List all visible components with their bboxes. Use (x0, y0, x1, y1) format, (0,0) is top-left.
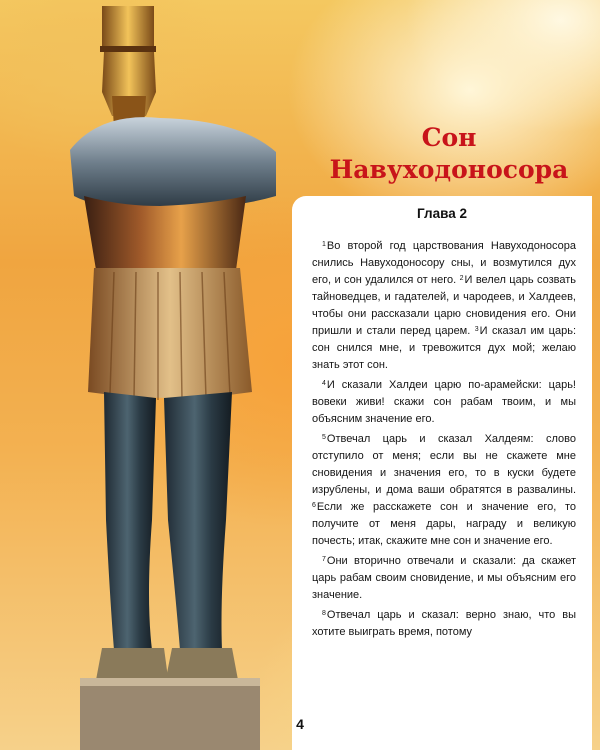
verse-number: 7 (322, 556, 326, 563)
verse-number: 6 (312, 502, 316, 509)
verse-paragraph (312, 553, 576, 604)
verse-number: 4 (322, 380, 326, 387)
verse-paragraph (312, 238, 576, 374)
verse-number: 3 (474, 326, 479, 333)
verse-number: 5 (322, 434, 326, 441)
verse-text: Отвечал царь и сказал: верно знаю, что вы хотите выиграть время, потому (312, 609, 576, 638)
pedestal (80, 678, 260, 750)
verse-text: Если же расскажете сон и значение его, то получите от меня дары, награду и великую почесть; итак, скажите мне сон и значение его. (312, 501, 576, 547)
verse-text: И сказали Халдеи царю по-арамейски: царь! вовеки живи! скажи сон рабам твоим, и мы объясним значение его. (312, 379, 576, 425)
verse-paragraph (312, 607, 576, 641)
verse-text: Они вторично отвечали и сказали: да скажет царь рабам своим сновидение, и мы объясним его значение. (312, 555, 576, 601)
verse-text: Во второй год царствования Навуходоносора снились Навуходоносору сны, и возмутился дух его, и сон удалился от него. (312, 240, 576, 286)
left-leg (104, 392, 156, 650)
verse-number: 8 (322, 610, 326, 617)
crown (102, 6, 154, 50)
verse-text: Отвечал царь и сказал Халдеям: слово отступило от меня; если вы не скажете мне сновидения и значения его, то в куски будете изрублены, и дома ваши обратятся в развалины. (312, 433, 576, 496)
chapter-text (312, 238, 576, 644)
right-leg (164, 392, 232, 650)
page-number: 4 (296, 716, 304, 732)
verse-number: 2 (459, 275, 464, 282)
chapter-heading: Глава 2 (417, 206, 467, 221)
page-title: Сон Навуходоносора (329, 123, 569, 184)
crossed-arms (70, 117, 276, 207)
verse-paragraph (312, 431, 576, 550)
verse-paragraph (312, 377, 576, 428)
right-foot (166, 648, 238, 680)
verse-number: 1 (322, 241, 326, 248)
left-foot (96, 648, 168, 680)
verse-text: И велел царь созвать тайноведцев, и гадателей, и чародеев, и Халдеев, чтобы они рассказали царю сновидения его. Они пришли и стали перед царем. (312, 274, 576, 337)
verse-text: И сказал им царь: сон снился мне, и тревожится дух мой; желаю знать этот сон. (312, 325, 576, 371)
text-panel (292, 196, 592, 750)
crown-band (100, 46, 156, 52)
